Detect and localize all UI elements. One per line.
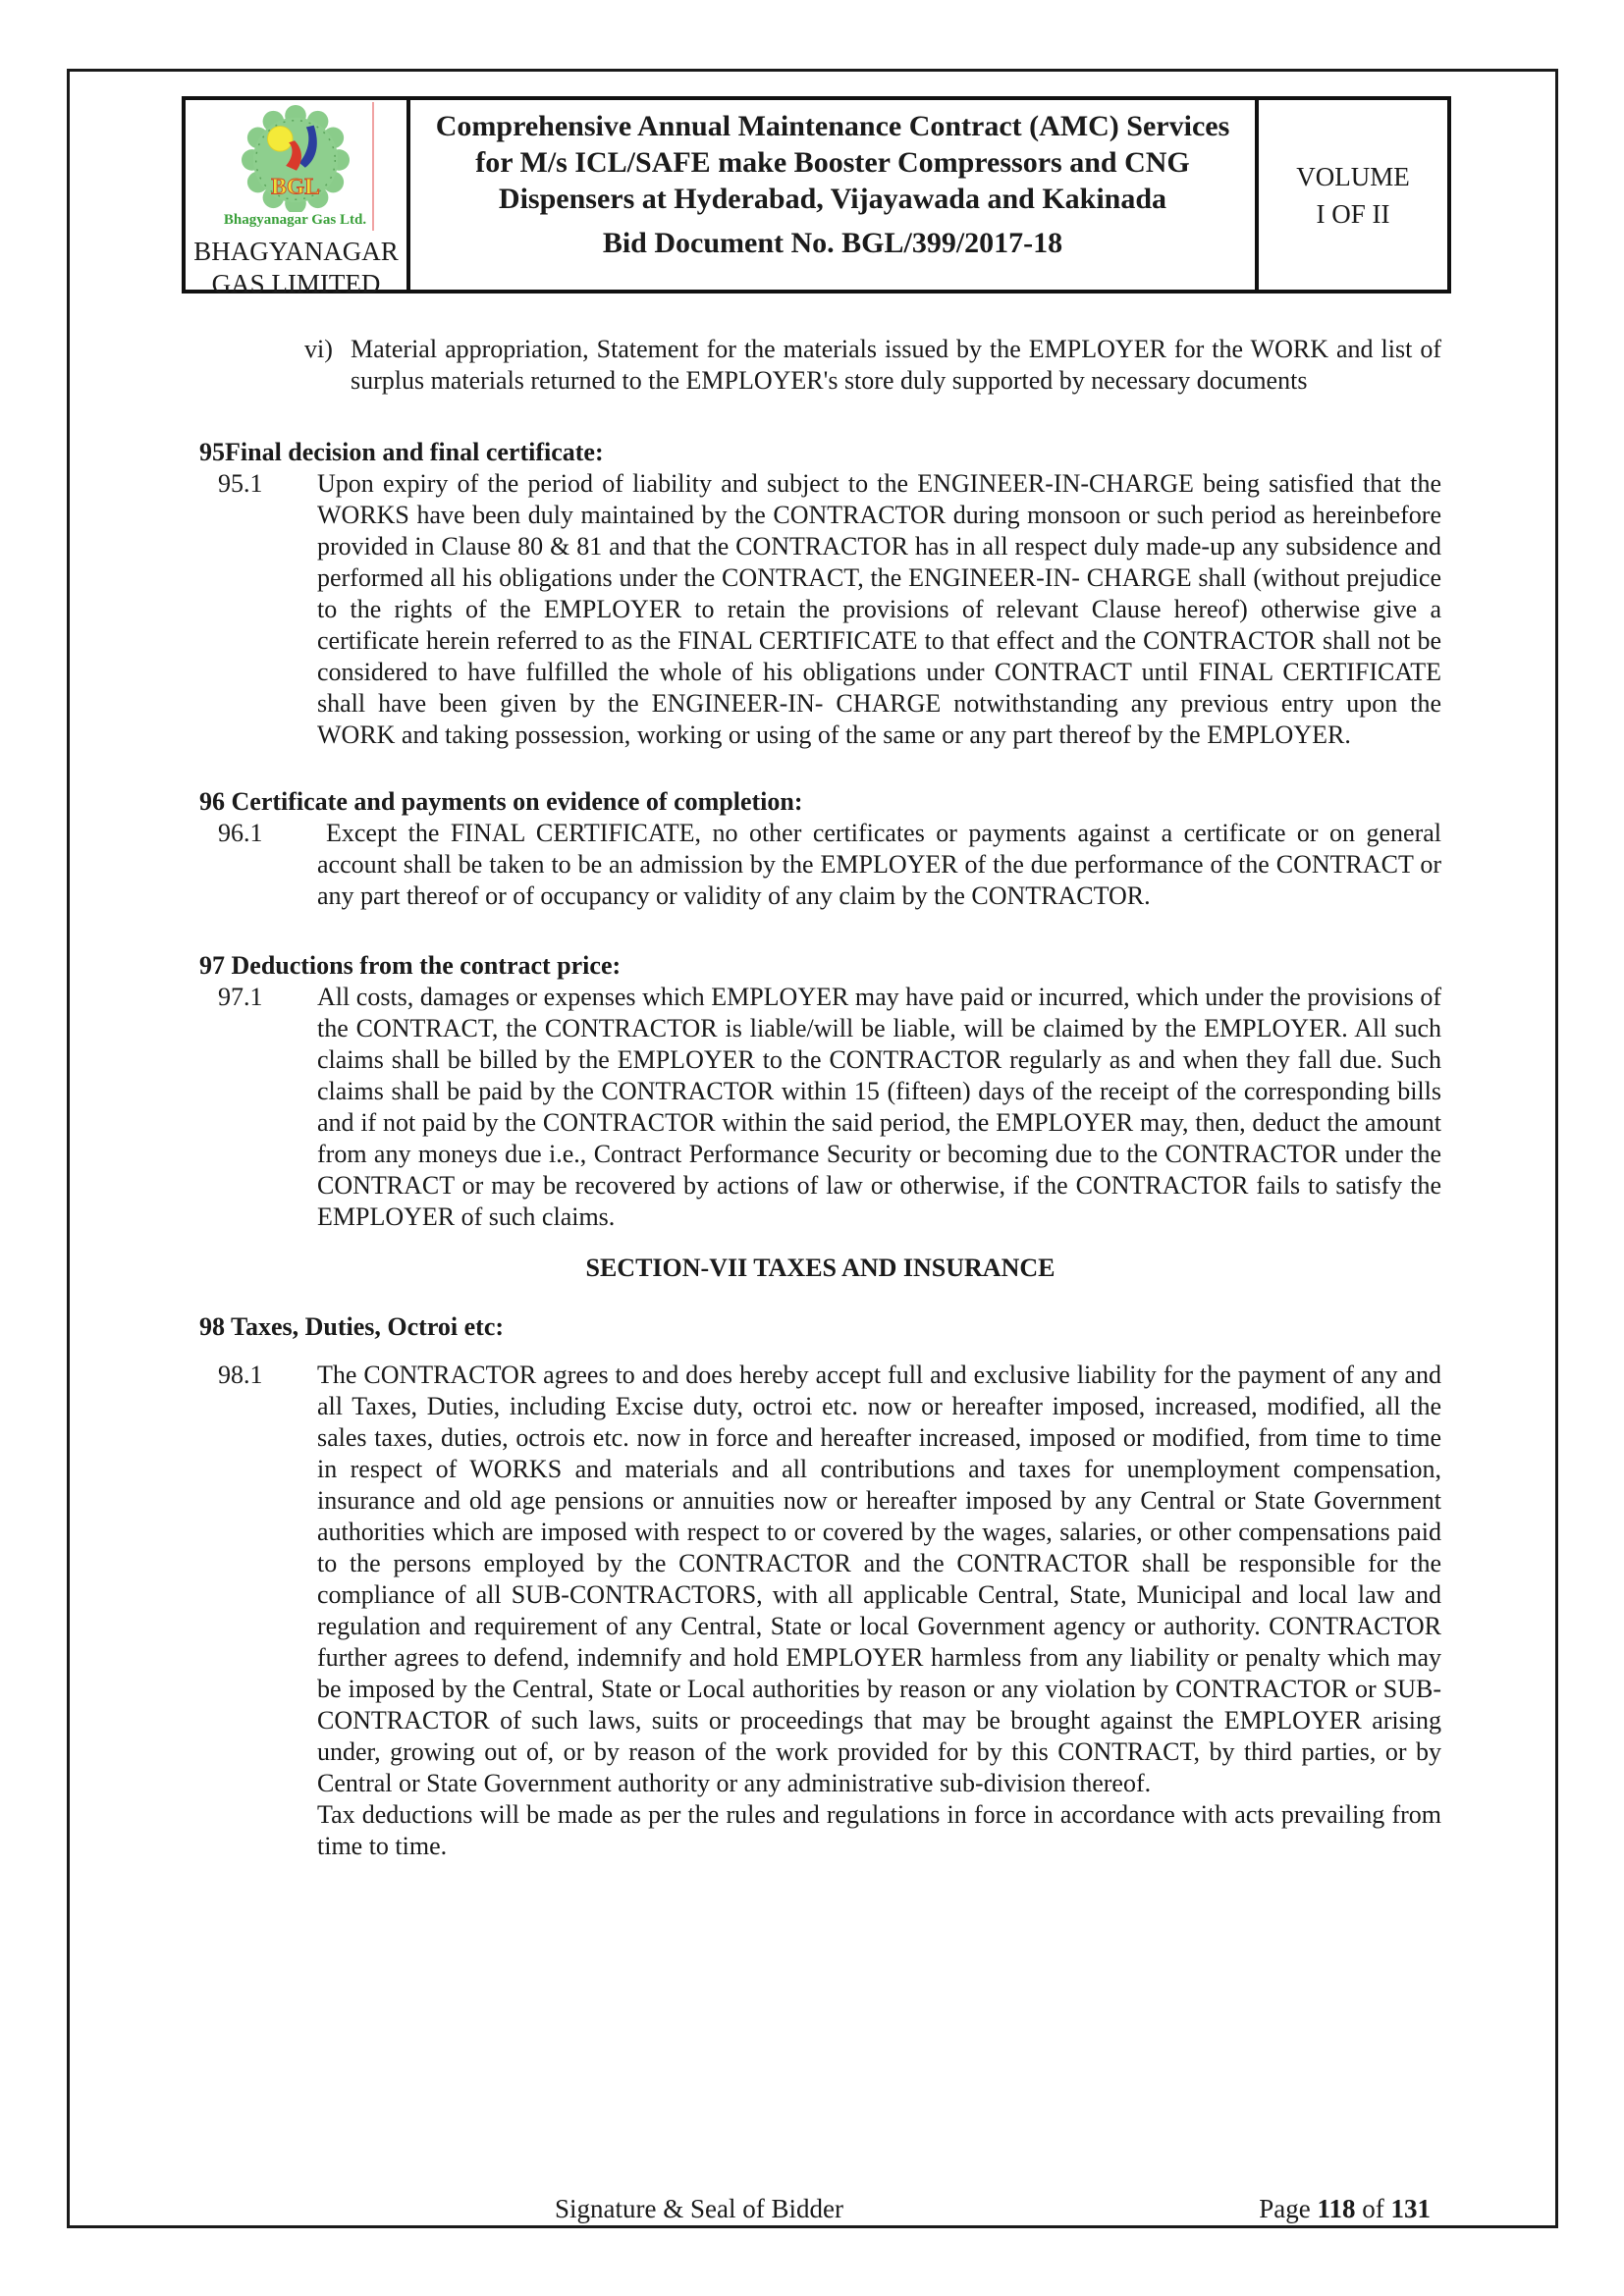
section-vii-title: SECTION-VII TAXES AND INSURANCE	[585, 1254, 1056, 1282]
clause-97-1-text: All costs, damages or expenses which EMPLOYER may have paid or incurred, which under the provisions of the CONTRACT, the CONTRACTOR is liable/will be liable, will be claimed by the EMPLOYER. All such claims shall be billed by the EMPLOYER to the CONTRACTOR regularly as and when they fall due. Such claims shall be paid by the CONTRACTOR within 15 (fifteen) days of the receipt of the corresponding bills and if not paid by the CONTRACTOR within the said period, the EMPLOYER may, then, deduct the amount from any moneys due i.e., Contract Performance Security or becoming due to the CONTRACTOR under the CONTRACT or may be recovered by actions of law or otherwise, if the CONTRACTOR fails to satisfy the EMPLOYER of such claims.	[317, 983, 1441, 1231]
clause-98-1	[199, 1360, 1441, 1862]
clause-97-1-number: 97.1	[218, 983, 263, 1011]
document-title: Comprehensive Annual Maintenance Contract (AMC) Services for M/s ICL/SAFE make Booster Compressors and CNG Dispensers at Hyderabad, Vijayawada and Kakinada	[435, 110, 1230, 215]
page-current: 118	[1317, 2194, 1356, 2223]
list-item-vi-text: Material appropriation, Statement for the materials issued by the EMPLOYER for the WORK and list of surplus materials returned to the EMPLOYER's store duly supported by necessary documents	[351, 335, 1441, 395]
list-item-vi-label: vi)	[304, 335, 333, 363]
logo-acronym: BGL	[270, 174, 320, 200]
section-95-heading: 95Final decision and final certificate:	[199, 438, 604, 466]
document-body	[199, 334, 1441, 1862]
header-title-cell	[410, 100, 1259, 290]
logo-caption: Bhagyanagar Gas Ltd.	[223, 212, 367, 228]
logo-sun	[267, 127, 293, 152]
section-98-heading: 98 Taxes, Duties, Octroi etc:	[199, 1312, 505, 1341]
clause-96-1-number: 96.1	[218, 819, 263, 847]
clause-98-1-text: The CONTRACTOR agrees to and does hereby accept full and exclusive liability for the payment of any and all Taxes, Duties, including Excise duty, octroi etc. now or hereafter imposed, increased, modified, all the sales taxes, duties, octrois etc. now in force and hereafter increased, imposed or modified, from time to time in respect of WORKS and materials and all contributions and taxes for unemployment compensation, insurance and old age pensions or annuities now or hereafter imposed by any Central or State Government authorities which are imposed with respect to or covered by the wages, salaries, or other compensations paid to the persons employed by the CONTRACTOR and the CONTRACTOR shall be responsible for the compliance of all SUB-CONTRACTORS, with all applicable Central, State, Municipal and local law and regulation and requirement of any Central, State or local Government agency or authority. CONTRACTOR further agrees to defend, indemnify and hold EMPLOYER harmless from any liability or penalty which may be imposed by the Central, State or Local authorities by reason or any violation by CONTRACTOR or SUB-CONTRACTOR of such laws, suits or proceedings that may be brought against the EMPLOYER arising under, growing out of, or by reason of the work provided for by this CONTRACT, by third parties, or by Central or State Government authority or any administrative sub-division thereof.	[317, 1361, 1441, 1797]
section-97-heading: 97 Deductions from the contract price:	[199, 951, 622, 980]
page-total: 131	[1390, 2194, 1431, 2223]
company-name	[193, 236, 399, 300]
page-of-word: of	[1362, 2194, 1384, 2223]
clause-98-1-text-wrap	[317, 1360, 1441, 1862]
page-word: Page	[1259, 2194, 1311, 2223]
section-96-heading: 96 Certificate and payments on evidence of completion:	[199, 787, 803, 816]
clause-95-1	[199, 468, 1441, 751]
clause-97-1	[199, 982, 1441, 1233]
volume-line2: I OF II	[1316, 198, 1390, 229]
page-border-frame	[67, 69, 1558, 2228]
clause-96-1-text: Except the FINAL CERTIFICATE, no other certificates or payments against a certificate or on general account shall be taken to be an admission by the EMPLOYER of the due performance of the CONTRACT or any part thereof or of occupancy or validity of any claim by the CONTRACTOR.	[317, 819, 1441, 910]
clause-96-1	[199, 818, 1441, 912]
clause-98-1-number: 98.1	[218, 1361, 263, 1389]
clause-95-1-text: Upon expiry of the period of liability and subject to the ENGINEER-IN-CHARGE being satisfied that the WORKS have been duly maintained by the CONTRACTOR during monsoon or such period as hereinbefore provided in Clause 80 & 81 and that the CONTRACTOR has in all respect duly made-up any subsidence and performed all his obligations under the CONTRACT, the ENGINEER-IN- CHARGE shall (without prejudice to the rights of the EMPLOYER to retain the provisions of relevant Clause hereof) otherwise give a certificate herein referred to as the FINAL CERTIFICATE to that effect and the CONTRACTOR shall not be considered to have fulfilled the whole of his obligations under CONTRACT until FINAL CERTIFICATE shall have been given by the ENGINEER-IN- CHARGE notwithstanding any previous entry upon the WORK and taking possession, working or using of the same or any part thereof by the EMPLOYER.	[317, 469, 1441, 749]
bid-document-number: Bid Document No. BGL/399/2017-18	[602, 227, 1063, 259]
header-volume-cell	[1259, 100, 1447, 290]
header-table	[182, 96, 1451, 298]
bgl-logo-icon	[238, 102, 353, 212]
company-name-line2: GAS LIMITED	[211, 269, 381, 298]
header-logo-cell	[186, 100, 410, 298]
bgl-logo	[219, 102, 374, 231]
list-item-vi	[304, 334, 1441, 397]
company-name-line1: BHAGYANAGAR	[193, 237, 399, 266]
clause-95-1-number: 95.1	[218, 469, 263, 498]
clause-98-1-text2: Tax deductions will be made as per the rules and regulations in force in accordance with acts prevailing from time to time.	[317, 1800, 1441, 1860]
signature-seal-label: Signature & Seal of Bidder	[555, 2194, 843, 2223]
page-number-indicator	[1259, 2194, 1431, 2224]
page-footer	[70, 2184, 1555, 2225]
volume-line1: VOLUME	[1296, 161, 1410, 191]
